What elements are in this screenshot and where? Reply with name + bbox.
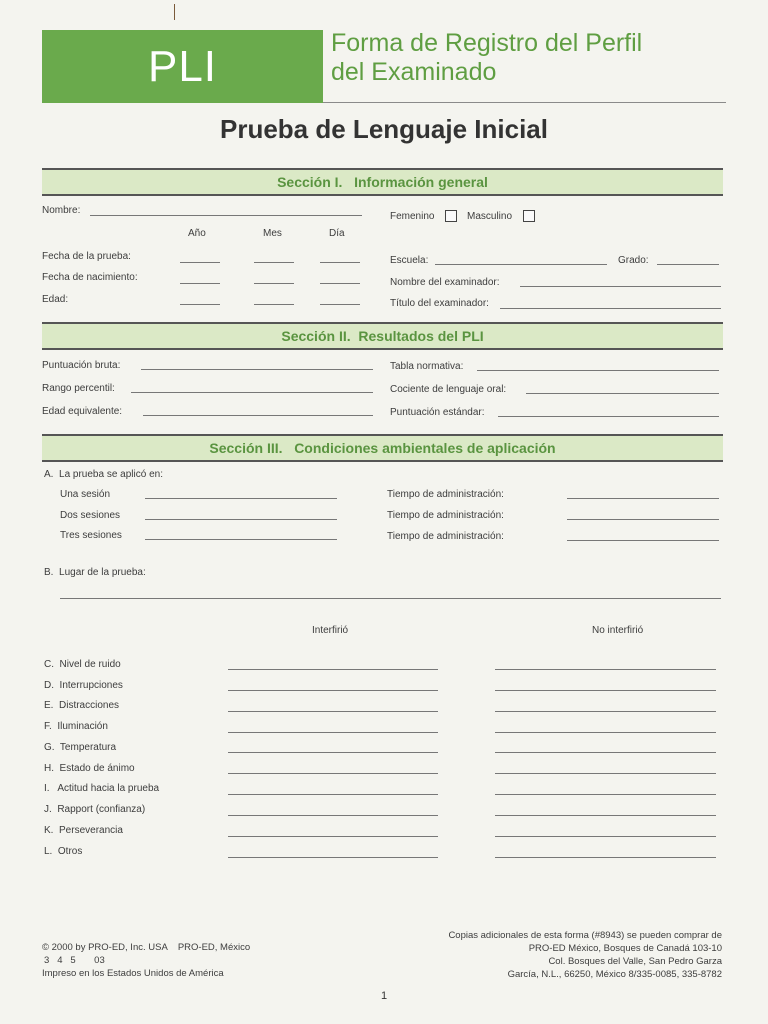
a-label: A. La prueba se aplicó en: (44, 469, 163, 480)
no-interfirio-line[interactable] (495, 669, 716, 670)
rango-percentil-label: Rango percentil: (42, 383, 115, 394)
no-interfirio-line[interactable] (495, 857, 716, 858)
nombre-examinador-label: Nombre del examinador: (390, 277, 500, 288)
col-no-interfirio: No interfirió (592, 625, 644, 636)
condition-label: F. Iluminación (44, 721, 108, 732)
lugar-line[interactable] (60, 598, 721, 599)
copies-line: García, N.L., 66250, México 8/335-0085, 335-8782 (507, 969, 722, 980)
col-mes: Mes (263, 228, 282, 239)
session-line[interactable] (145, 539, 337, 540)
section1-header (42, 168, 723, 196)
nombre-examinador-line[interactable] (520, 286, 721, 287)
section2-title: Sección II. Resultados del PLI (281, 328, 484, 344)
condition-label: L. Otros (44, 846, 83, 857)
fecha-prueba-ano[interactable] (180, 262, 220, 263)
cociente-line[interactable] (526, 393, 719, 394)
condition-label: G. Temperatura (44, 742, 117, 753)
interfirio-line[interactable] (228, 815, 438, 816)
copyright-line: © 2000 by PRO-ED, Inc. USA PRO-ED, México (42, 942, 251, 953)
condition-label: E. Distracciones (44, 700, 120, 711)
section3-header (42, 434, 723, 462)
printing-numbers: 3 4 5 03 (44, 955, 105, 966)
fecha-nacimiento-dia[interactable] (320, 283, 360, 284)
titulo-examinador-label: Título del examinador: (390, 298, 489, 309)
edad-mes[interactable] (254, 304, 294, 305)
tiempo-line[interactable] (567, 540, 719, 541)
col-interfirio: Interfirió (312, 625, 349, 636)
interfirio-line[interactable] (228, 711, 438, 712)
page-number: 1 (380, 990, 388, 1002)
copies-block (448, 929, 722, 981)
edad-dia[interactable] (320, 304, 360, 305)
b-label: B. Lugar de la prueba: (44, 567, 146, 578)
form-title-line1: Forma de Registro del Perfil (331, 29, 643, 57)
interfirio-line[interactable] (228, 794, 438, 795)
tiempo-label: Tiempo de administración: (387, 531, 504, 542)
no-interfirio-line[interactable] (495, 773, 716, 774)
puntuacion-estandar-line[interactable] (498, 416, 719, 417)
form-title (331, 29, 642, 87)
escuela-line[interactable] (435, 264, 607, 265)
interfirio-line[interactable] (228, 857, 438, 858)
femenino-label: Femenino (390, 211, 435, 222)
header-rule (323, 102, 726, 103)
condition-label: I. Actitud hacia la prueba (44, 783, 160, 794)
logo-box (42, 30, 323, 103)
printed-in: Impreso en los Estados Unidos de América (42, 968, 224, 979)
nombre-label: Nombre: (42, 205, 81, 216)
no-interfirio-line[interactable] (495, 752, 716, 753)
puntuacion-bruta-line[interactable] (141, 369, 373, 370)
col-ano: Año (188, 228, 206, 239)
interfirio-line[interactable] (228, 690, 438, 691)
copies-line: Col. Bosques del Valle, San Pedro Garza (548, 956, 722, 967)
fecha-prueba-mes[interactable] (254, 262, 294, 263)
fecha-prueba-dia[interactable] (320, 262, 360, 263)
interfirio-line[interactable] (228, 752, 438, 753)
col-dia: Día (329, 228, 345, 239)
condition-label: K. Perseverancia (44, 825, 123, 836)
masculino-checkbox[interactable] (523, 210, 535, 222)
condition-label: D. Interrupciones (44, 680, 123, 691)
session-line[interactable] (145, 519, 337, 520)
session-line[interactable] (145, 498, 337, 499)
tabla-normativa-label: Tabla normativa: (390, 361, 464, 372)
interfirio-line[interactable] (228, 836, 438, 837)
edad-label: Edad: (42, 294, 69, 305)
tiempo-line[interactable] (567, 519, 719, 520)
tabla-normativa-line[interactable] (477, 370, 719, 371)
no-interfirio-line[interactable] (495, 794, 716, 795)
condition-label: C. Nivel de ruido (44, 659, 121, 670)
logo-text: PLI (147, 41, 218, 91)
cociente-label: Cociente de lenguaje oral: (390, 384, 507, 395)
escuela-label: Escuela: (390, 255, 429, 266)
fecha-nacimiento-mes[interactable] (254, 283, 294, 284)
form-title-line2: del Examinado (331, 58, 497, 86)
no-interfirio-line[interactable] (495, 711, 716, 712)
puntuacion-bruta-label: Puntuación bruta: (42, 360, 121, 371)
tiempo-label: Tiempo de administración: (387, 489, 504, 500)
edad-equivalente-line[interactable] (143, 415, 373, 416)
copies-line: PRO-ED México, Bosques de Canadá 103-10 (528, 943, 722, 954)
no-interfirio-line[interactable] (495, 690, 716, 691)
edad-ano[interactable] (180, 304, 220, 305)
session-label: Tres sesiones (60, 530, 122, 541)
interfirio-line[interactable] (228, 773, 438, 774)
condition-label: H. Estado de ánimo (44, 763, 135, 774)
main-title: Prueba de Lenguaje Inicial (220, 114, 548, 144)
copyright-block (42, 941, 250, 980)
condition-label: J. Rapport (confianza) (44, 804, 146, 815)
section2-header (42, 322, 723, 350)
rango-percentil-line[interactable] (131, 392, 373, 393)
section1-title: Sección I. Información general (277, 174, 488, 190)
fecha-nacimiento-label: Fecha de nacimiento: (42, 272, 138, 283)
tiempo-label: Tiempo de administración: (387, 510, 504, 521)
nombre-line[interactable] (90, 215, 362, 216)
fecha-prueba-label: Fecha de la prueba: (42, 251, 131, 262)
no-interfirio-line[interactable] (495, 732, 716, 733)
fecha-nacimiento-ano[interactable] (180, 283, 220, 284)
interfirio-line[interactable] (228, 732, 438, 733)
section3-title: Sección III. Condiciones ambientales de aplicación (209, 440, 556, 456)
copies-line: Copias adicionales de esta forma (#8943) se pueden comprar de (448, 930, 722, 941)
ink-mark (174, 4, 175, 20)
session-label: Dos sesiones (60, 510, 121, 521)
titulo-examinador-line[interactable] (500, 308, 721, 309)
interfirio-line[interactable] (228, 669, 438, 670)
no-interfirio-line[interactable] (495, 836, 716, 837)
puntuacion-estandar-label: Puntuación estándar: (390, 407, 485, 418)
grado-label: Grado: (618, 255, 649, 266)
no-interfirio-line[interactable] (495, 815, 716, 816)
grado-line[interactable] (657, 264, 719, 265)
session-label: Una sesión (60, 489, 111, 500)
masculino-label: Masculino (467, 211, 513, 222)
tiempo-line[interactable] (567, 498, 719, 499)
femenino-checkbox[interactable] (445, 210, 457, 222)
edad-equivalente-label: Edad equivalente: (42, 406, 123, 417)
